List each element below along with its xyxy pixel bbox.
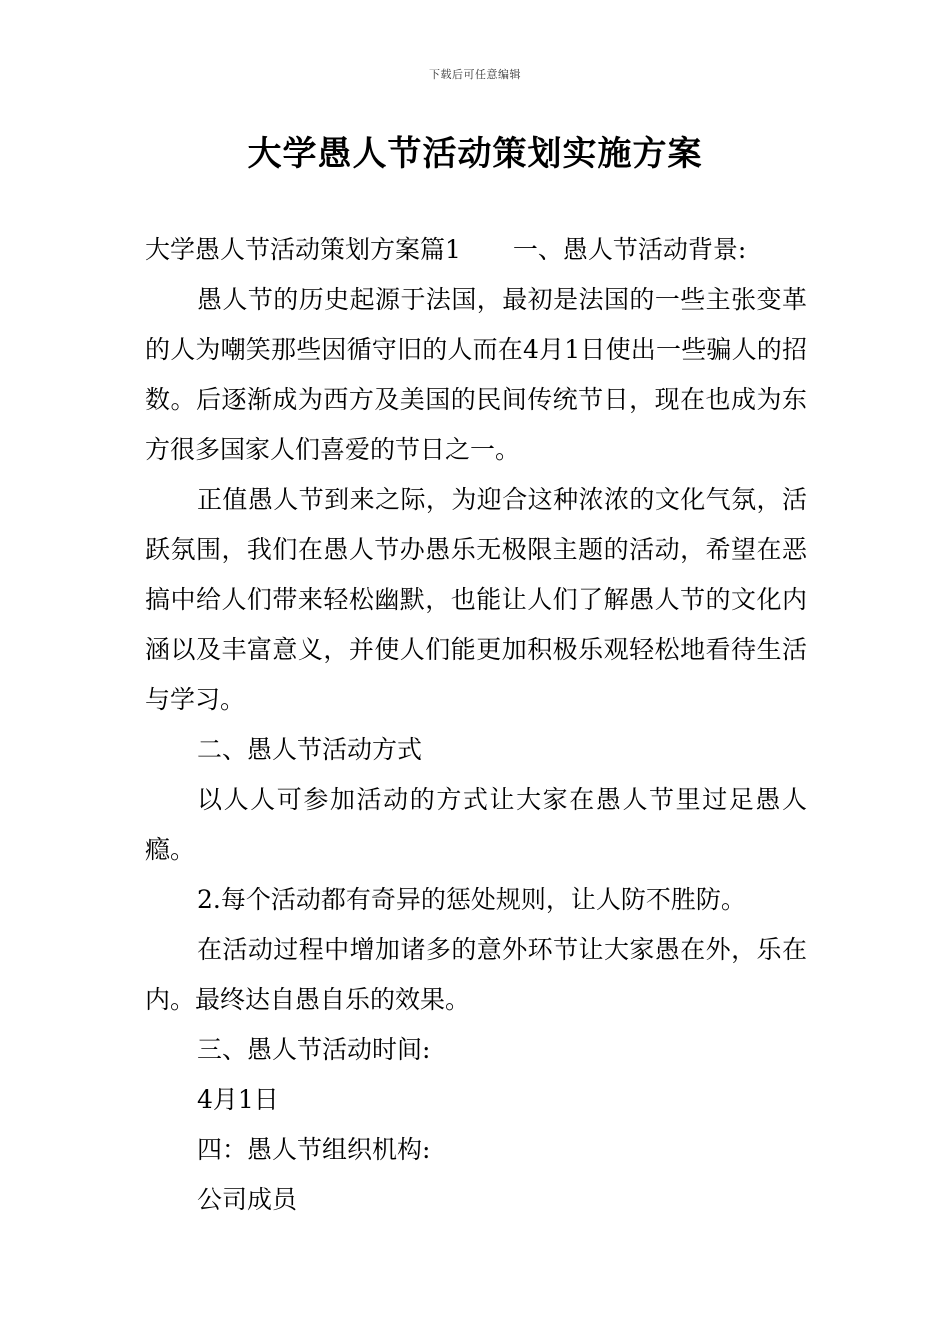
section2-heading: 二、愚人节活动方式 xyxy=(197,735,423,764)
section1-heading: 一、愚人节活动背景: xyxy=(512,235,747,264)
paragraph-method-3: 在活动过程中增加诸多的意外环节让大家愚在外，乐在内。最终达自愚自乐的效果。 xyxy=(145,935,807,1014)
paragraph-history: 愚人节的历史起源于法国，最初是法国的一些主张变革的人为嘲笑那些因循守旧的人而在4月1日使出一些骗人的招数。后逐渐成为西方及美国的民间传统节日，现在也成为东方很多国家人们喜爱的节日之一。 xyxy=(145,285,807,464)
organization: 公司成员 xyxy=(197,1185,298,1214)
paragraph-method-1: 以人人可参加活动的方式让大家在愚人节里过足愚人瘾。 xyxy=(145,785,807,864)
intro-line xyxy=(145,225,807,275)
document-body xyxy=(145,225,807,1225)
document-title: 大学愚人节活动策划实施方案 xyxy=(247,134,703,174)
section4-heading: 四：愚人节组织机构: xyxy=(197,1135,431,1164)
intro-heading: 大学愚人节活动策划方案篇1 xyxy=(145,235,461,264)
section3-heading: 三、愚人节活动时间: xyxy=(197,1035,431,1064)
header-note: 下载后可任意编辑 xyxy=(429,68,521,81)
paragraph-purpose: 正值愚人节到来之际，为迎合这种浓浓的文化气氛，活跃氛围，我们在愚人节办愚乐无极限主题的活动，希望在恶搞中给人们带来轻松幽默，也能让人们了解愚人节的文化内涵以及丰富意义，并使人们能更加积极乐观轻松地看待生活与学习。 xyxy=(145,485,807,714)
paragraph-method-2: 2.每个活动都有奇异的惩处规则，让人防不胜防。 xyxy=(197,885,746,914)
activity-date: 4月1日 xyxy=(197,1085,279,1114)
